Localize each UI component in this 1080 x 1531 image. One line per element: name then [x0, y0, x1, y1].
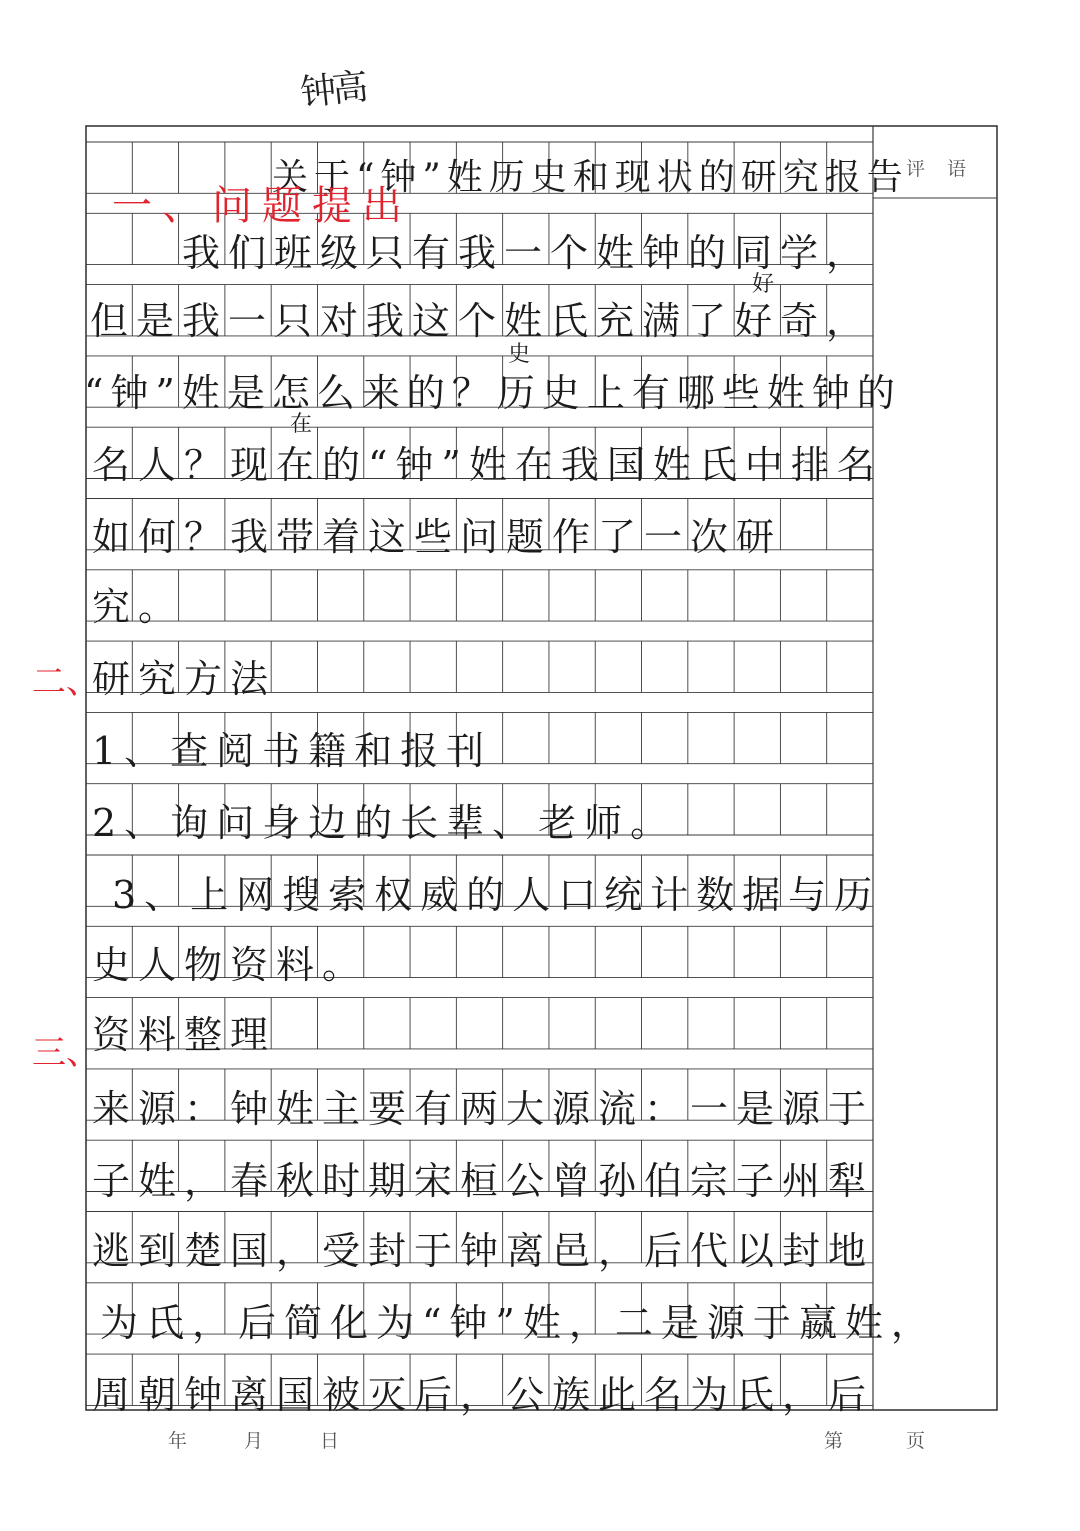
correction-mark: 好: [752, 272, 775, 297]
method-item: 1、查阅书籍和报刊: [92, 729, 493, 773]
method-item: 3、上网搜索权威的人口统计数据与历: [112, 873, 881, 917]
footer-year-label: 年: [168, 1430, 188, 1452]
report-title: 关于“钟”姓历史和现状的研究报告: [272, 157, 909, 198]
body-line: 为氏，后简化为“钟”姓，二是源于嬴姓，: [100, 1301, 937, 1345]
body-line: 究。: [92, 585, 185, 629]
correction-mark: 史: [508, 342, 531, 367]
grading-column-label: 评 语: [906, 158, 975, 180]
footer-day-label: 日: [320, 1430, 340, 1452]
section-number: 二、: [32, 662, 100, 702]
section-number: 三、: [32, 1033, 100, 1073]
body-line: 逃到楚国，受封于钟离邑，后代以封地: [92, 1229, 875, 1273]
section-heading-method: 研究方法: [92, 657, 277, 701]
body-line: 来源：钟姓主要有两大源流：一是源于: [92, 1087, 875, 1131]
body-line: 周朝钟离国被灭后，公族此名为氏，后: [92, 1373, 875, 1417]
body-line: 名人？现在的“钟”姓在我国姓氏中排名: [92, 443, 883, 487]
method-item: 史人物资料。: [92, 943, 369, 987]
footer-page-suffix: 页: [906, 1430, 926, 1452]
footer-month-label: 月: [244, 1430, 264, 1452]
method-item: 2、询问身边的长辈、老师。: [92, 801, 677, 845]
body-line: “钟”姓是怎么来的？历史上有哪些姓钟的: [84, 371, 902, 415]
footer-page-prefix: 第: [824, 1430, 844, 1452]
body-line: 我们班级只有我一个姓钟的同学，: [182, 231, 873, 275]
correction-mark: 在: [290, 412, 313, 437]
author-signature: 钟高: [298, 66, 367, 115]
section-heading-problem: 一、问题提出: [112, 183, 412, 229]
section-heading-data: 资料整理: [92, 1013, 277, 1057]
body-line: 如何？我带着这些问题作了一次研: [92, 515, 783, 559]
body-line: 子姓，春秋时期宋桓公曾孙伯宗子州犁: [92, 1159, 875, 1203]
body-line: 但是我一只对我这个姓氏充满了好奇，: [90, 299, 873, 343]
